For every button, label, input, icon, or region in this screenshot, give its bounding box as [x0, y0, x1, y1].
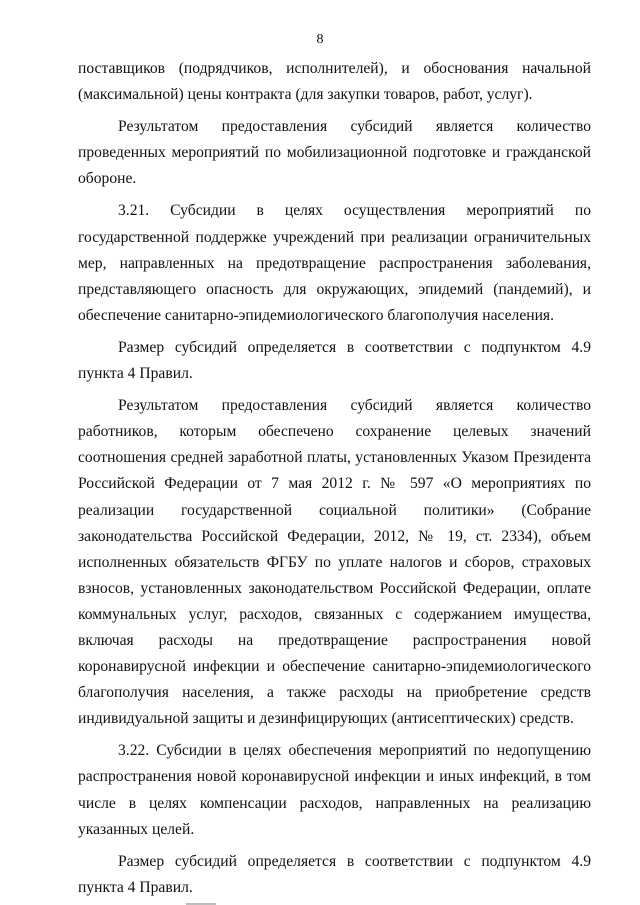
paragraph-procurement-continuation: поставщиков (подрядчиков, исполнителей), и обоснования начальной (максимальной) цены контракта (для закупки товаров, работ, услуг).: [78, 60, 591, 104]
paragraph-result-mobilization: Результатом предоставления субсидий является количество проведенных мероприятий по мобилизационной подготовке и гражданской обороне.: [78, 118, 591, 188]
paragraph-subsidy-size-3-21: Размер субсидий определяется в соответствии с подпунктом 4.9 пункта 4 Правил.: [78, 338, 591, 383]
paragraph-section-3-21: 3.21. Субсидии в целях осуществления мероприятий по государственной поддержке учреждений при реализации ограничительных мер, направленных на предотвращение распространения заболевания, представляющего опасность для окружающих, эпидемий (пандемий), и обеспечение санитарно-эпидемиологического благополучия населения.: [78, 202, 591, 324]
document-body: [78, 56, 591, 901]
page-number: 8: [316, 32, 324, 47]
paragraph-result-employees: Результатом предоставления субсидий является количество работников, которым обеспечено сохранение целевых значений соотношения средней заработной платы, установленных Указом Президента Российской Федерации от 7 мая 2012 г. № 597 «О мероприятиях по реализации государственной социальной политики» (Собрание законодательства Российской Федерации, 2012, № 19, ст. 2334), объем исполненных обязательств ФГБУ по уплате налогов и сборов, страховых взносов, установленных законодательством Российской Федерации, оплате коммунальных услуг, расходов, связанных с содержанием имущества, включая расходы на предотвращение распространения новой коронавирусной инфекции и обеспечение санитарно-эпидемиологического благополучия населения, а также расходы на приобретение средств индивидуальной защиты и дезинфицирующих (антисептических) средств.: [78, 397, 591, 728]
paragraph-subsidy-size-3-22: Размер субсидий определяется в соответствии с подпунктом 4.9 пункта 4 Правил.: [78, 852, 591, 896]
paragraph-section-3-22: 3.22. Субсидии в целях обеспечения мероприятий по недопущению распространения новой коронавирусной инфекции и иных инфекций, в том числе в целях компенсации расходов, направленных на реализацию указанных целей.: [78, 742, 591, 838]
